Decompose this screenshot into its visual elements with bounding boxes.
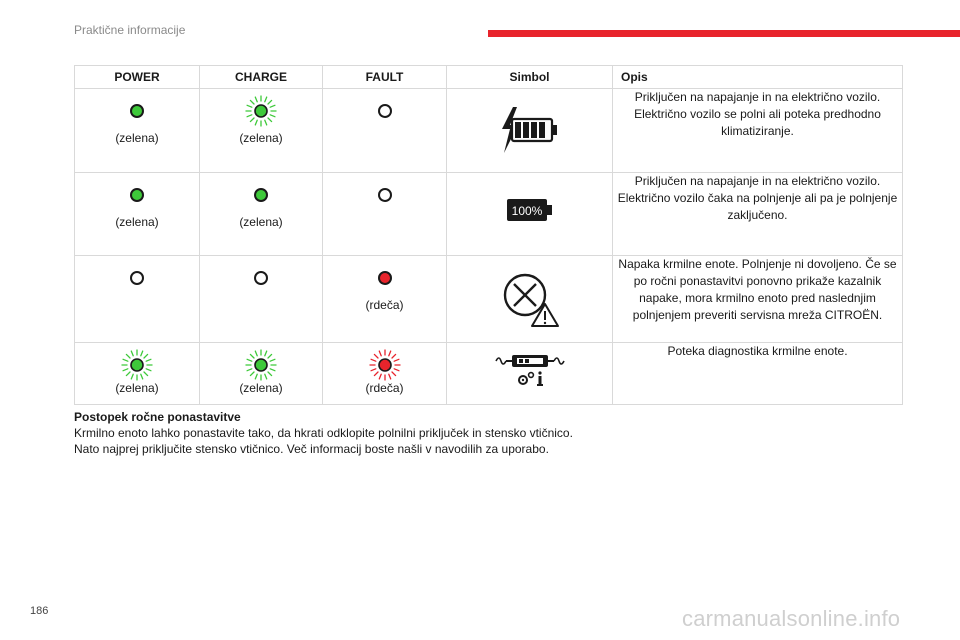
power-cell xyxy=(75,89,200,173)
fault-cell xyxy=(323,256,447,343)
power-cell xyxy=(75,256,200,343)
table-row xyxy=(75,89,903,173)
charge-cell xyxy=(200,89,323,173)
fault-cell xyxy=(323,173,447,256)
table-header-row xyxy=(75,66,903,89)
fault-cell xyxy=(323,343,447,405)
symbol-cell xyxy=(447,89,613,173)
fault-warning-icon xyxy=(500,270,560,328)
column-header-power: POWER xyxy=(75,66,200,89)
header-accent-bar xyxy=(488,30,960,37)
symbol-cell xyxy=(447,256,613,343)
green-led-blinking-icon xyxy=(244,348,278,382)
section-title: Praktične informacije xyxy=(74,23,186,37)
red-led-blinking-icon xyxy=(368,348,402,382)
led-color-label: (zelena) xyxy=(115,215,159,229)
manual-reset-line-1: Krmilno enoto lahko ponastavite tako, da hkrati odklopite polnilni priključek in stensko vtičnico. xyxy=(74,426,573,440)
watermark: carmanualsonline.info xyxy=(682,606,901,631)
led-color-label: (rdeča) xyxy=(365,298,404,312)
green-led-on-icon xyxy=(130,188,144,202)
charge-cell xyxy=(200,256,323,343)
table-row xyxy=(75,173,903,256)
green-led-on-icon xyxy=(254,188,268,202)
green-led-on-icon xyxy=(130,104,144,118)
table-row xyxy=(75,343,903,405)
manual-reset-line-2: Nato najprej priključite stensko vtičnico. Več informacij boste našli v navodilih za uporabo. xyxy=(74,442,549,456)
description-cell: Priključen na napajanje in na električno vozilo. Električno vozilo se polni ali poteka predhodno klimatiziranje. xyxy=(613,89,903,173)
symbol-cell xyxy=(447,173,613,256)
led-color-label: (zelena) xyxy=(115,381,159,395)
led-off-icon xyxy=(130,271,144,285)
description-cell: Priključen na napajanje in na električno vozilo. Električno vozilo čaka na polnjenje ali pa je polnjenje zaključeno. xyxy=(613,173,903,256)
power-cell xyxy=(75,173,200,256)
led-color-label: (zelena) xyxy=(239,131,283,145)
description-cell: Poteka diagnostika krmilne enote. xyxy=(613,343,903,405)
column-header-charge: CHARGE xyxy=(200,66,323,89)
column-header-opis: Opis xyxy=(613,66,903,89)
green-led-blinking-icon xyxy=(244,94,278,128)
led-color-label: (zelena) xyxy=(115,131,159,145)
led-off-icon xyxy=(378,188,392,202)
fault-cell xyxy=(323,89,447,173)
charge-cell xyxy=(200,173,323,256)
green-led-blinking-icon xyxy=(120,348,154,382)
manual-reset-section xyxy=(74,409,914,457)
table-row xyxy=(75,256,903,343)
led-color-label: (zelena) xyxy=(239,381,283,395)
column-header-simbol: Simbol xyxy=(447,66,613,89)
led-color-label: (zelena) xyxy=(239,215,283,229)
column-header-fault: FAULT xyxy=(323,66,447,89)
page-number: 186 xyxy=(30,605,49,617)
manual-reset-title: Postopek ročne ponastavitve xyxy=(74,410,241,424)
power-cell xyxy=(75,343,200,405)
charge-cell xyxy=(200,343,323,405)
led-off-icon xyxy=(378,104,392,118)
description-cell: Napaka krmilne enote. Polnjenje ni dovoljeno. Če se po ročni ponastavitvi ponovno prikaže kazalnik napake, mora krmilno enoto pred naslednjim polnjenjem preveriti servisna mreža CITROËN. xyxy=(613,256,903,343)
led-off-icon xyxy=(254,271,268,285)
red-led-on-icon xyxy=(378,271,392,285)
battery-charging-icon xyxy=(500,107,560,153)
led-status-table xyxy=(74,65,903,405)
battery-percent-text: 100% xyxy=(511,204,542,218)
symbol-cell xyxy=(447,343,613,405)
led-color-label: (rdeča) xyxy=(365,381,404,395)
diagnostics-icon xyxy=(494,353,566,389)
battery-full-icon xyxy=(507,199,553,221)
